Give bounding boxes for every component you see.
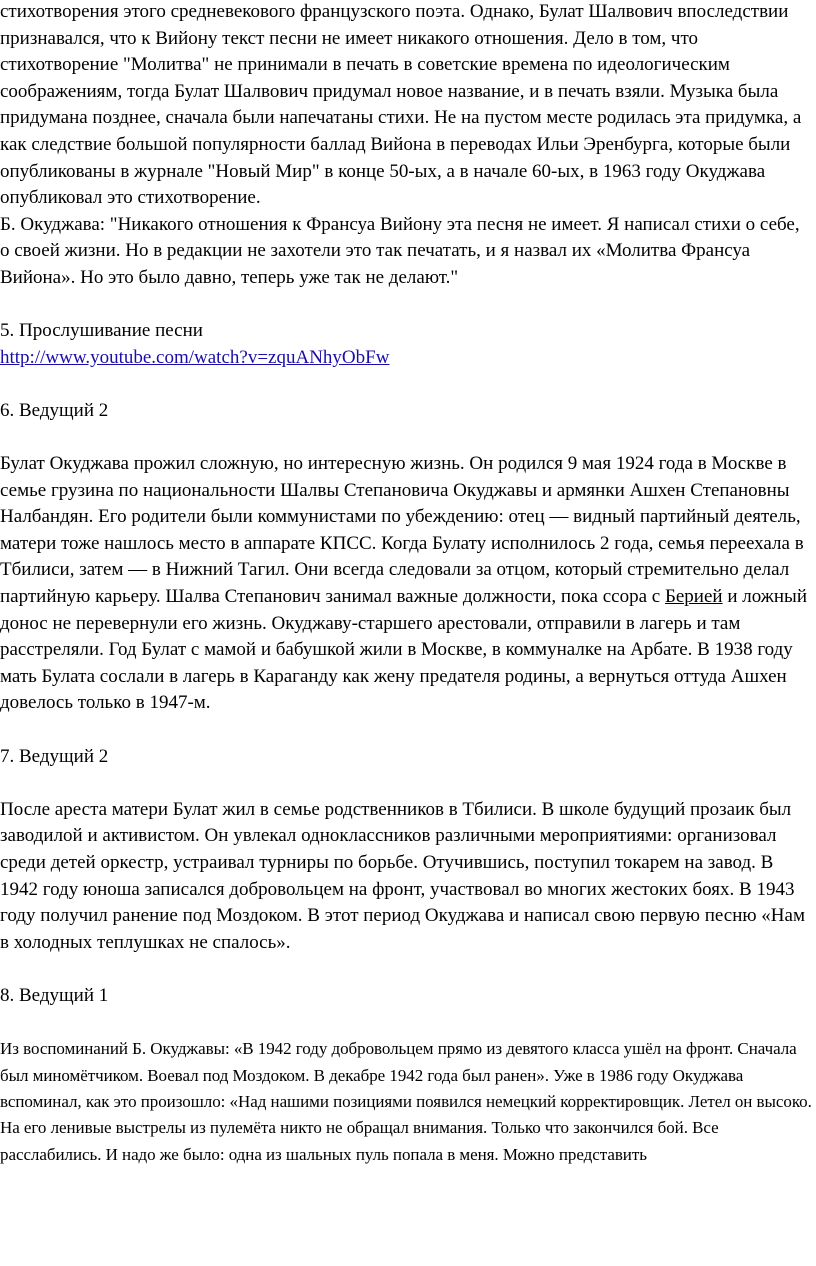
spacer (0, 956, 812, 983)
spacer (0, 425, 812, 452)
spacer (0, 1010, 812, 1037)
section-5-heading: 5. Прослушивание песни (0, 320, 203, 342)
section-8-heading: 8. Ведущий 1 (0, 984, 109, 1006)
beria-link[interactable]: Берией (664, 586, 723, 608)
intro-paragraph: стихотворения этого средневекового французского поэта. Однако, Булат Шалвович впоследствии признавался, что к Вийону текст песни не имеет никакого отношения. Дело в том, что стихотворение "Молитва" не принимали в печать в советские времена по идеологическим соображениям, тогда Булат Шалвович придумал новое название, и в печать взяли. Музыка была придумана позднее, сначала были напечатаны стихи. Не на пустом месте родилась эта придумка, а как следствие большой популярности баллад Вийона в переводах Ильи Эренбурга, которые были опубликованы в журнале "Новый Мир" в конце 50-ых, а в начале 60-ых, в 1963 году Окуджава опубликовал это стихотворение. (0, 1, 802, 209)
section-6-paragraph (0, 451, 812, 717)
spacer (0, 770, 812, 797)
section-6-text-after: и ложный донос не перевернули его жизнь. Окуджаву-старшего арестовали, отправили в лагерь и там расстреляли. Год Булат с мамой и бабушкой жили в Москве, в коммуналке на Арбате. В 1938 году мать Булата сослали в лагерь в Караганду как жену предателя родины, а вернуться оттуда Ашхен довелось только в 1947-м. (0, 586, 807, 714)
okudzhava-quote-paragraph: Б. Окуджава: "Никакого отношения к Франсуа Вийону эта песня не имеет. Я написал стихи о себе, о своей жизни. Но в редакции не захотели это так печатать, и я назвал их «Молитва Франсуа Вийона». Но это было давно, теперь уже так не делают." (0, 213, 800, 288)
section-6-text-before: Булат Окуджава прожил сложную, но интересную жизнь. Он родился 9 мая 1924 года в Москве в семье грузина по национальности Шалвы Степановича Окуджавы и армянки Ашхен Степановны Налбандян. Его родители были коммунистами по убеждению: отец — видный партийный деятель, матери тоже нашлось место в аппарате КПСС. Когда Булату исполнилось 2 года, семья переехала в Тбилиси, затем — в Нижний Тагил. Они всегда следовали за отцом, который стремительно делал партийную карьеру. Шалва Степанович занимал важные должности, пока ссора с (0, 453, 804, 608)
youtube-link[interactable]: http://www.youtube.com/watch?v=zquANhyObFw (0, 346, 390, 368)
spacer (0, 292, 812, 319)
section-8-paragraph: Из воспоминаний Б. Окуджавы: «В 1942 году добровольцем прямо из девятого класса ушёл на фронт. Сначала был миномётчиком. Воевал под Моздоком. В декабре 1942 года был ранен». Уже в 1986 году Окуджава вспоминал, как это произошло: «Над нашими позициями появился немецкий корректировщик. Летел он высоко. На его ленивые выстрелы из пулемёта никто не обращал внимания. Только что закончился бой. Все расслабились. И надо же было: одна из шальных пуль попала в меня. Можно представить (0, 1039, 812, 1164)
spacer (0, 717, 812, 744)
section-6-heading: 6. Ведущий 2 (0, 399, 109, 421)
section-7-paragraph: После ареста матери Булат жил в семье родственников в Тбилиси. В школе будущий прозаик был заводилой и активистом. Он увлекал одноклассников различными мероприятиями: организовал среди детей оркестр, устраивал турниры по борьбе. Отучившись, поступил токарем на завод. В 1942 году юноша записался добровольцем на фронт, участвовал во многих жестоких боях. В 1943 году получил ранение под Моздоком. В этот период Окуджава и написал свою первую песню «Нам в холодных теплушках не спалось». (0, 798, 805, 953)
spacer (0, 371, 812, 398)
youtube-link-line (0, 345, 812, 372)
section-7-heading: 7. Ведущий 2 (0, 745, 109, 767)
